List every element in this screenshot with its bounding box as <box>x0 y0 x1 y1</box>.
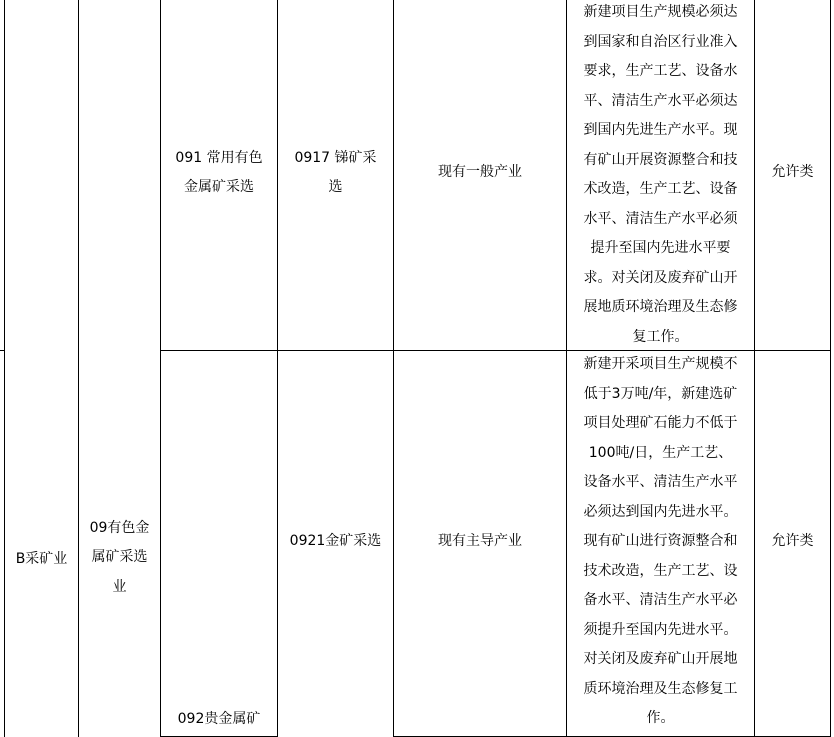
group-precious-label: 092贵金属矿 <box>177 711 261 728</box>
sector-label: B采矿业 <box>15 551 68 568</box>
industry-line: 属矿采选 <box>91 549 148 566</box>
industry-cell <box>79 512 160 604</box>
requirement-line: 技术改造，生产工艺、设 <box>583 562 738 579</box>
requirement-line: 到国家和自治区行业准入 <box>583 33 738 50</box>
sub-gold-label: 0921金矿采选 <box>289 533 382 550</box>
group-precious-cell <box>161 705 277 735</box>
requirement-line: 要求，生产工艺、设备水 <box>583 63 738 79</box>
sub-tin-line: 0917 锑矿采 <box>294 149 377 166</box>
industry-line: 业 <box>112 578 127 595</box>
type-gold-label: 现有主导产业 <box>438 533 522 550</box>
requirement-line: 备水平、清洁生产水平必 <box>583 592 738 608</box>
requirement-line: 须提升至国内先进水平。 <box>583 621 738 638</box>
requirement-line: 复工作。 <box>632 328 689 345</box>
group-common-cell <box>161 143 277 203</box>
row-divider <box>0 350 5 351</box>
status-gold-label: 允许类 <box>771 533 814 550</box>
type-tin-label: 现有一般产业 <box>438 164 522 181</box>
grid-line <box>277 0 278 737</box>
requirement-line: 术改造，生产工艺、设备 <box>583 181 738 197</box>
grid-line <box>78 0 79 737</box>
industry-line: 09有色金 <box>89 519 150 536</box>
requirement-line: 100吨/日，生产工艺、 <box>588 444 733 461</box>
requirement-line: 水平、清洁生产水平必须 <box>583 210 738 227</box>
sector-cell <box>5 520 78 600</box>
requirement-line: 项目处理矿石能力不低于 <box>583 415 738 431</box>
sub-tin-line: 选 <box>328 179 343 195</box>
requirement-line: 低于3万吨/年，新建选矿 <box>583 385 738 402</box>
requirement-line: 新建开采项目生产规模不 <box>583 356 738 372</box>
group-common-line: 金属矿采选 <box>184 179 254 195</box>
requirement-line: 提升至国内先进水平要 <box>590 240 731 256</box>
requirement-line: 现有矿山进行资源整合和 <box>583 533 738 549</box>
grid-line <box>4 0 5 737</box>
status-tin-label: 允许类 <box>771 164 814 181</box>
status-gold-cell <box>755 527 830 557</box>
requirement-line: 展地质环境治理及生态修 <box>583 299 738 315</box>
grid-line <box>160 0 161 737</box>
requirement-line: 作。 <box>646 710 675 726</box>
requirement-line: 设备水平、清洁生产水平 <box>583 474 738 490</box>
status-tin-cell <box>755 158 830 188</box>
requirement-line: 新建项目生产规模必须达 <box>583 4 738 20</box>
requirement-line: 到国内先进生产水平。现 <box>583 122 738 138</box>
requirement-line: 对关闭及废弃矿山开展地 <box>583 651 738 667</box>
type-gold-cell <box>394 527 566 557</box>
requirement-line: 平、清洁生产水平必须达 <box>583 92 738 109</box>
grid-line <box>754 0 755 737</box>
grid-line <box>830 0 831 737</box>
sub-gold-cell <box>278 527 393 557</box>
sub-tin-cell <box>278 143 393 203</box>
group-common-line: 091 常用有色 <box>175 149 263 166</box>
requirement-line: 质环境治理及生态修复工 <box>583 680 738 697</box>
requirement-gold-cell <box>567 350 754 734</box>
grid-line <box>393 0 394 737</box>
requirement-line: 必须达到国内先进水平。 <box>583 503 738 520</box>
requirement-line: 求。对关闭及废弃矿山开 <box>583 269 738 286</box>
requirement-tin-cell <box>567 0 754 352</box>
type-tin-cell <box>394 158 566 188</box>
requirement-line: 有矿山开展资源整合和技 <box>583 151 738 168</box>
